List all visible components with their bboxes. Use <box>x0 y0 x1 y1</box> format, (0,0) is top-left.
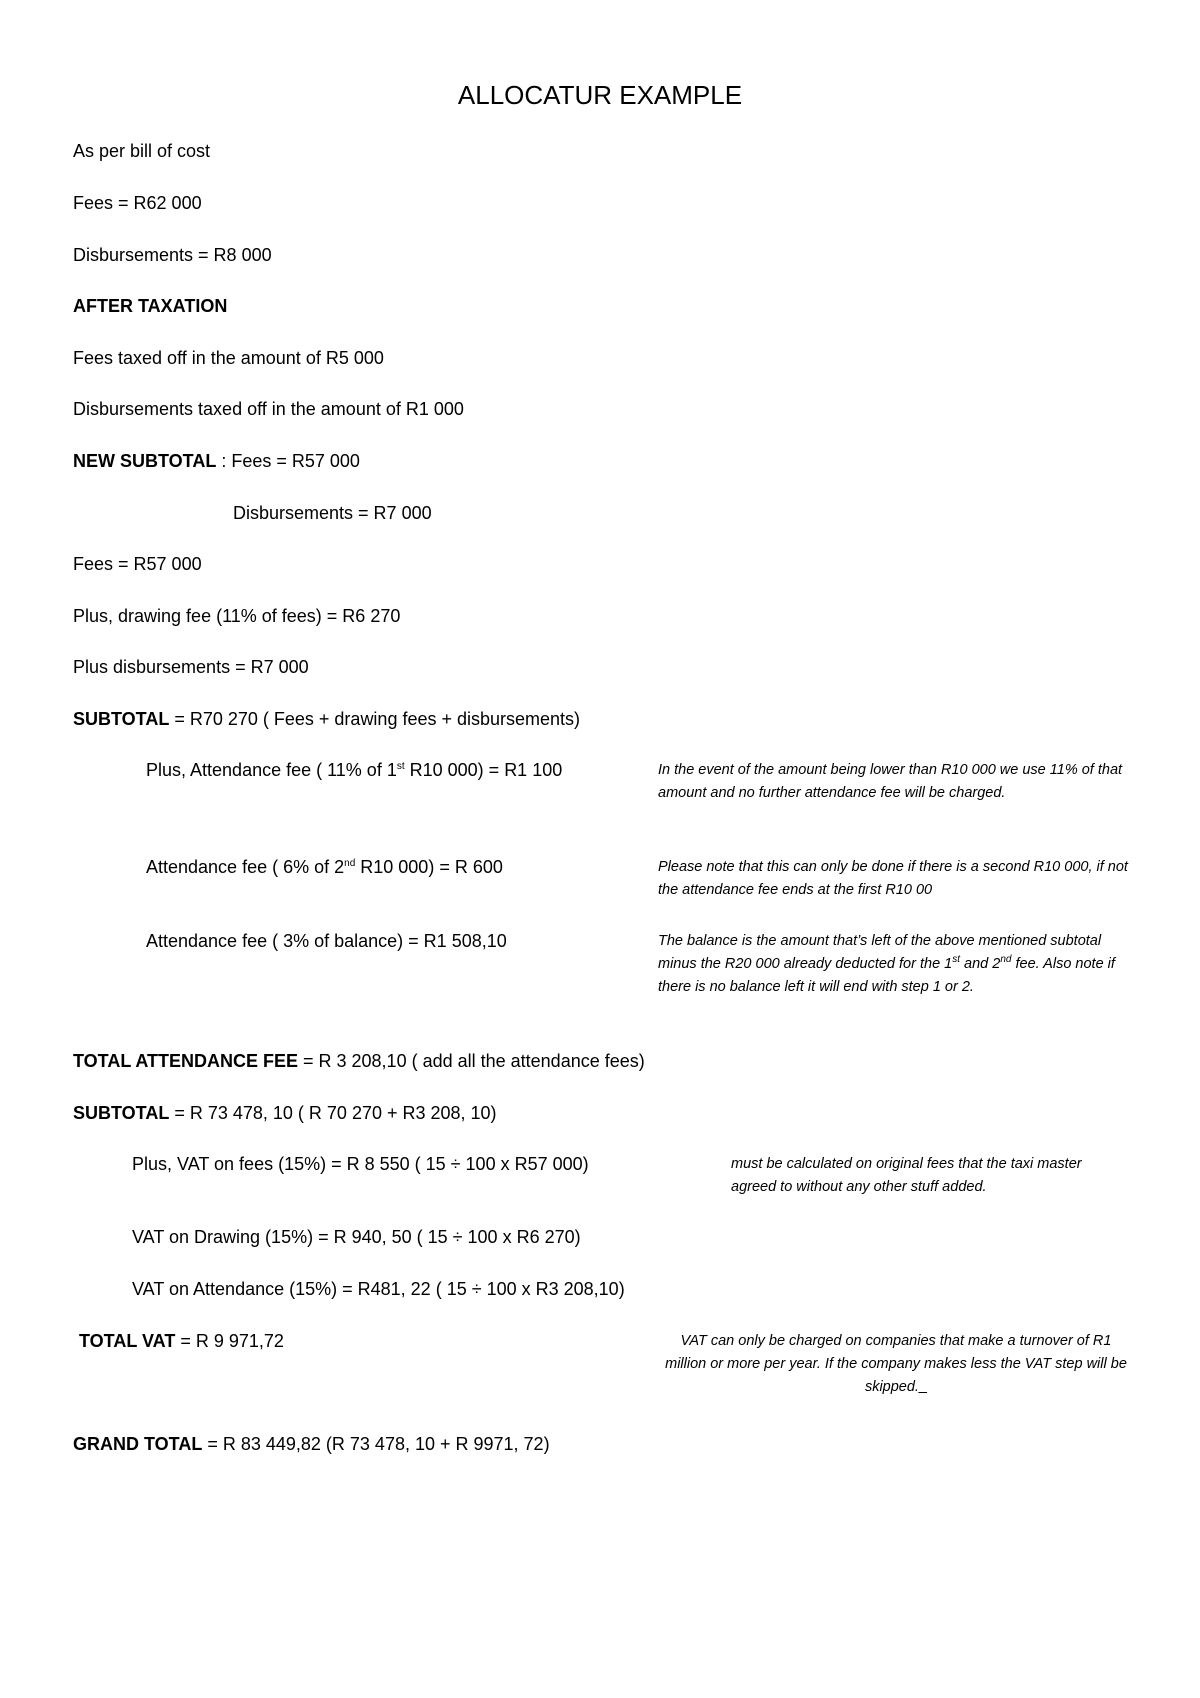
taxed-off-fees-line: Fees taxed off in the amount of R5 000 <box>73 348 384 368</box>
note-vat-fees: must be calculated on original fees that the taxi master agreed to without any other stuff added. <box>731 1156 1082 1195</box>
note-vat-total: VAT can only be charged on companies that make a turnover of R1 million or more per year. If the company makes less the VAT step will be skipped._ <box>665 1333 1127 1395</box>
attendance-balance-line: Attendance fee ( 3% of balance) = R1 508,10 <box>146 931 507 951</box>
vat-drawing-line: VAT on Drawing (15%) = R 940, 50 ( 15 ÷ 100 x R6 270) <box>132 1227 581 1247</box>
total-vat-label: TOTAL VAT <box>79 1331 176 1351</box>
plus-disbursements-line: Plus disbursements = R7 000 <box>73 657 309 677</box>
grand-total-label: GRAND TOTAL <box>73 1434 203 1454</box>
new-subtotal-disbursements-line: Disbursements = R7 000 <box>233 503 432 523</box>
vat-fees-line: Plus, VAT on fees (15%) = R 8 550 ( 15 ÷ 100 x R57 000) <box>132 1154 589 1174</box>
attendance-second-line: Attendance fee ( 6% of 2nd R10 000) = R 600 <box>146 857 503 877</box>
grand-total-line: GRAND TOTAL = R 83 449,82 (R 73 478, 10 + R 9971, 72) <box>73 1434 550 1454</box>
after-taxation-heading: AFTER TAXATION <box>73 296 228 316</box>
new-subtotal-label: NEW SUBTOTAL <box>73 451 217 471</box>
drawing-fee-line: Plus, drawing fee (11% of fees) = R6 270 <box>73 606 401 626</box>
total-vat-line: TOTAL VAT = R 9 971,72 <box>79 1331 284 1351</box>
subtotal-label-2: SUBTOTAL <box>73 1103 170 1123</box>
note-attendance-first: In the event of the amount being lower than R10 000 we use 11% of that amount and no further attendance fee will be charged. <box>658 762 1123 801</box>
intro-line: As per bill of cost <box>73 141 211 161</box>
new-subtotal-fees-line: NEW SUBTOTAL : Fees = R57 000 <box>73 451 360 471</box>
note-attendance-second: Please note that this can only be done if there is a second R10 000, if not the attendance fee ends at the first R10 00 <box>658 859 1128 898</box>
note-attendance-balance: The balance is the amount that’s left of the above mentioned subtotal minus the R20 000 already deducted for the 1st and 2nd fee. Also note if there is no balance left it will end with step 1 or 2. <box>658 933 1115 995</box>
fees-line: Fees = R57 000 <box>73 554 202 574</box>
subtotal-line-1: SUBTOTAL = R70 270 ( Fees + drawing fees + disbursements) <box>73 709 581 729</box>
vat-attendance-line: VAT on Attendance (15%) = R481, 22 ( 15 ÷ 100 x R3 208,10) <box>132 1279 625 1299</box>
document-title: ALLOCATUR EXAMPLE <box>457 80 743 110</box>
attendance-first-line: Plus, Attendance fee ( 11% of 1st R10 000) = R1 100 <box>146 760 563 780</box>
subtotal-label: SUBTOTAL <box>73 709 170 729</box>
subtotal-line-2: SUBTOTAL = R 73 478, 10 ( R 70 270 + R3 208, 10) <box>73 1103 497 1123</box>
taxed-off-disbursements-line: Disbursements taxed off in the amount of R1 000 <box>73 399 464 419</box>
bill-fees-line: Fees = R62 000 <box>73 193 202 213</box>
total-attendance-label: TOTAL ATTENDANCE FEE <box>73 1051 298 1071</box>
total-attendance-line: TOTAL ATTENDANCE FEE = R 3 208,10 ( add all the attendance fees) <box>73 1051 645 1071</box>
bill-disbursements-line: Disbursements = R8 000 <box>73 245 272 265</box>
